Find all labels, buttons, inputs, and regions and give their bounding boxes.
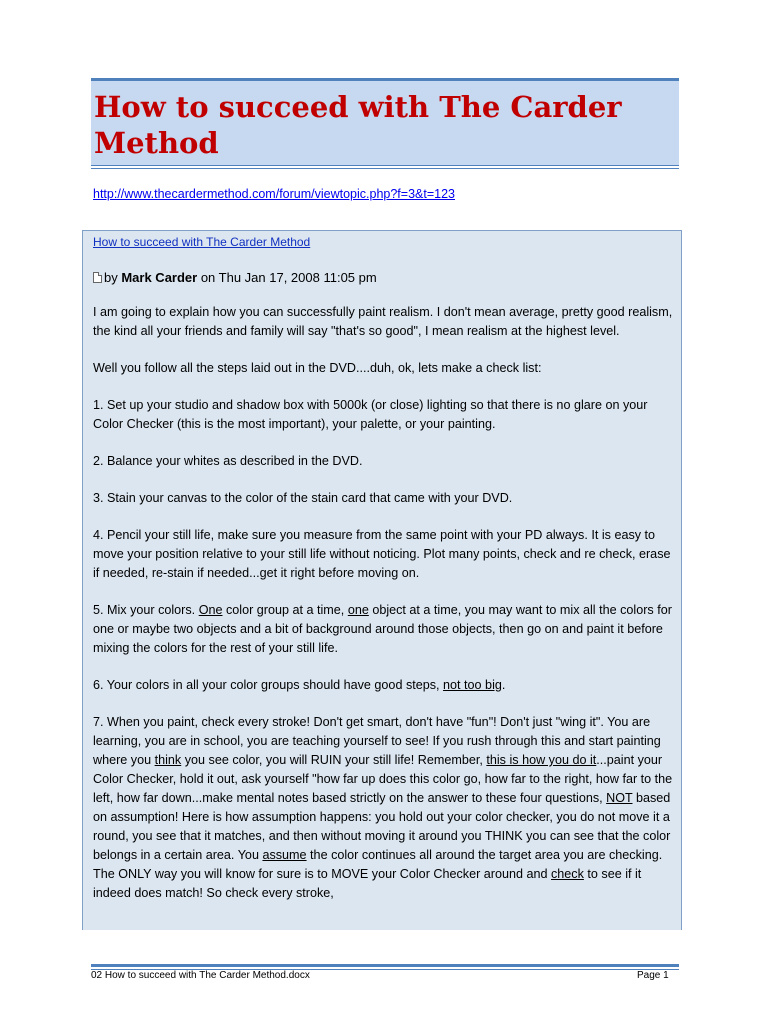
- post-author: Mark Carder: [121, 270, 198, 285]
- post-paragraph: [93, 601, 679, 658]
- emphasis-text: check: [551, 867, 584, 881]
- paragraph-text: 7. When you paint, check every stroke! Don't get smart, don't have "fun"! Don't just "wing it". You are learning, you are in school, you are teaching yourself to see! If you rush through this and start painting where you: [93, 715, 661, 767]
- paragraph-text: 2. Balance your whites as described in the DVD.: [93, 454, 363, 468]
- paragraph-text: ...paint your Color Checker, hold it out, ask yourself "how far up does this color go, how far to the right, how far to the left, how far down...make mental notes based strictly on the answer to these four questions,: [93, 753, 673, 805]
- paragraph-text: 5. Mix your colors.: [93, 603, 199, 617]
- document-title: How to succeed with The Carder Method: [94, 90, 622, 160]
- emphasis-text: NOT: [606, 791, 633, 805]
- footer-filename: 02 How to succeed with The Carder Method.docx: [91, 970, 310, 981]
- paragraph-text: 4. Pencil your still life, make sure you measure from the same point with your PD always. It is easy to move your position relative to your still life without noticing. Plot many points, check and re check, erase if needed, re-stain if needed...get it right before moving on.: [93, 528, 671, 580]
- post-paragraph: [93, 359, 679, 378]
- post-title-link[interactable]: How to succeed with The Carder Method: [93, 235, 311, 249]
- forum-post: [82, 230, 682, 930]
- paragraph-text: you see color, you will RUIN your still life! Remember,: [181, 753, 487, 767]
- footer-divider: [91, 964, 679, 967]
- post-paragraph: [93, 489, 679, 508]
- emphasis-text: One: [198, 603, 223, 617]
- paragraph-text: 6. Your colors in all your color groups should have good steps,: [93, 678, 444, 692]
- post-paragraph: [93, 303, 679, 341]
- paragraph-text: based on assumption! Here is how assumption happens: you hold out your color checker, you do not move it a round, you see that it matches, and then without moving it around you THINK you can see that the color belongs in a certain area. You: [93, 791, 671, 862]
- paragraph-text: to see if it indeed does match! So check every stroke,: [93, 867, 642, 900]
- post-paragraph: [93, 526, 679, 583]
- post-body: [93, 303, 679, 921]
- paragraph-text: 1. Set up your studio and shadow box with 5000k (or close) lighting so that there is no glare on your Color Checker (this is the most important), your palette, or your painting.: [93, 398, 648, 431]
- post-byline: [93, 270, 377, 285]
- emphasis-text: this is how you do it: [486, 753, 597, 767]
- footer-page-number: Page 1: [637, 970, 669, 981]
- emphasis-text: assume: [262, 848, 307, 862]
- paragraph-text: .: [501, 678, 506, 692]
- title-banner: [91, 78, 679, 166]
- emphasis-text: not too big: [443, 678, 502, 692]
- paragraph-text: I am going to explain how you can successfully paint realism. I don't mean average, pretty good realism, the kind all your friends and family will say "that's so good", I mean realism at the highest level.: [93, 305, 673, 338]
- post-paragraph: [93, 396, 679, 434]
- paragraph-text: color group at a time,: [222, 603, 348, 617]
- emphasis-text: think: [154, 753, 182, 767]
- post-paragraph: [93, 713, 679, 903]
- post-date: on Thu Jan 17, 2008 11:05 pm: [197, 270, 377, 285]
- paragraph-text: object at a time, you may want to mix all the colors for one or maybe two objects and a bit of background around those objects, then go on and paint it before mixing the colors for the rest of your still life.: [93, 603, 672, 655]
- paragraph-text: the color continues all around the target area you are checking. The ONLY way you will know for sure is to MOVE your Color Checker around and: [93, 848, 663, 881]
- paragraph-text: Well you follow all the steps laid out in the DVD....duh, ok, lets make a check list:: [93, 361, 542, 375]
- paragraph-text: 3. Stain your canvas to the color of the stain card that came with your DVD.: [93, 491, 513, 505]
- post-paragraph: [93, 452, 679, 471]
- emphasis-text: one: [347, 603, 369, 617]
- document-icon: [93, 272, 102, 283]
- source-url-link[interactable]: http://www.thecardermethod.com/forum/viewtopic.php?f=3&t=123: [93, 187, 455, 201]
- byline-prefix: by: [104, 270, 122, 285]
- post-paragraph: [93, 676, 679, 695]
